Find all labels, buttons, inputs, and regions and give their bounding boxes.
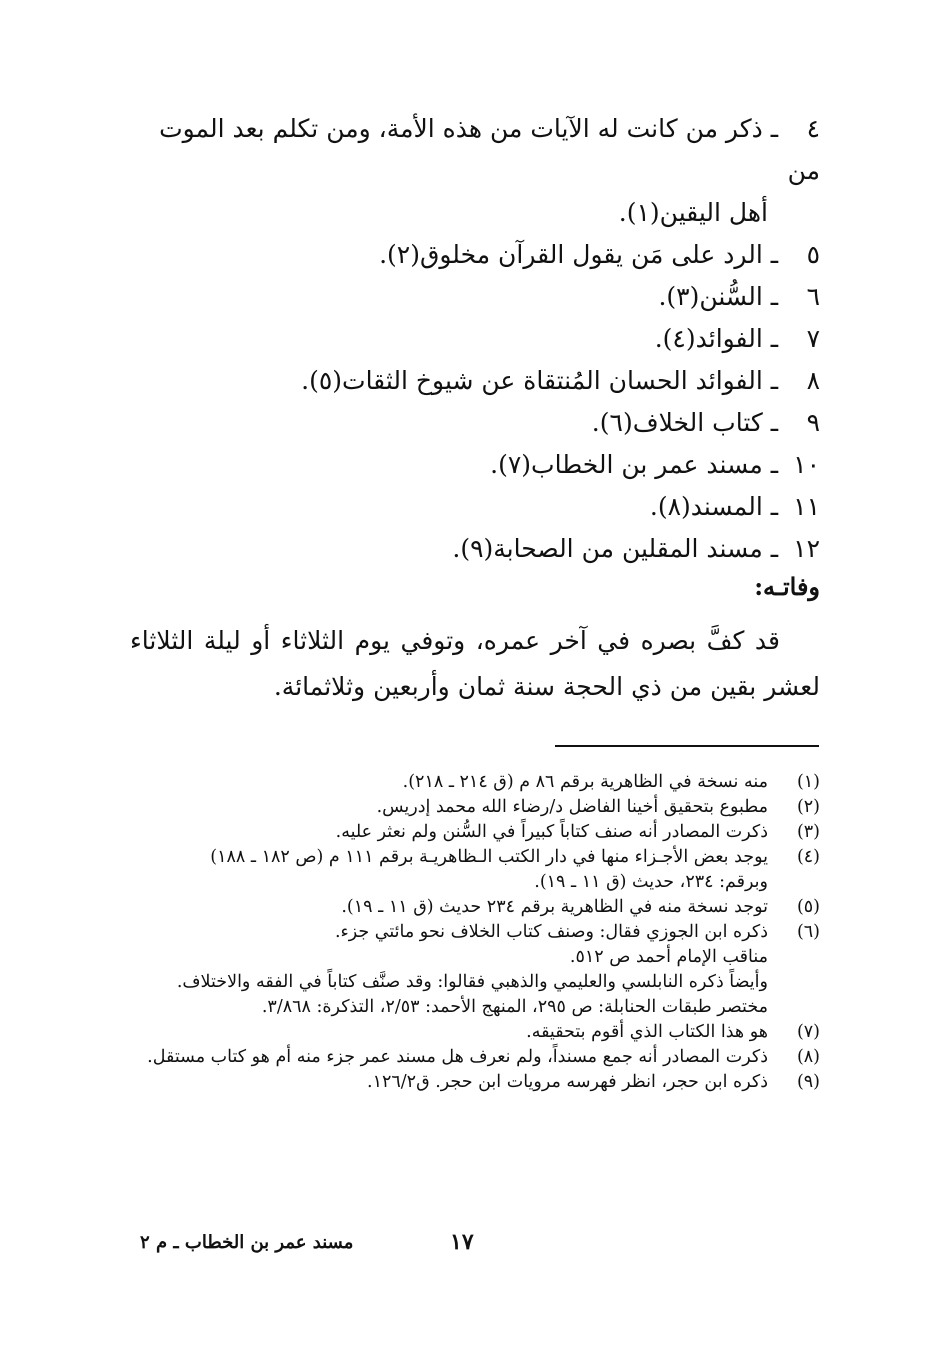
section-heading: وفاتـه: (754, 572, 820, 601)
running-title: مسند عمر بن الخطاب ـ م ٢ (140, 1232, 354, 1253)
footnote (120, 895, 820, 920)
footnotes (120, 770, 820, 1095)
footnote-divider (555, 745, 819, 747)
footnote (120, 1020, 820, 1045)
item-text: ـ كتاب الخلاف(٦). (591, 408, 779, 437)
item-number: ٨ (806, 366, 820, 395)
footnote-number: (١) (796, 772, 820, 792)
item-text: ـ مسند المقلين من الصحابة(٩). (452, 534, 779, 563)
item-number: ١٠ (793, 450, 820, 479)
footnote-continuation: مناقب الإمام أحمد ص ٥١٢. (569, 947, 768, 967)
footnote (120, 795, 820, 820)
item-text: ـ مسند عمر بن الخطاب(٧). (490, 450, 779, 479)
footnote-text: ذكره ابن الجوزي فقال: وصنف كتاب الخلاف نحو مائتي جزء. (334, 922, 768, 942)
footnote (120, 770, 820, 795)
paragraph-text: قد كفَّ بصره في آخر عمره، وتوفي يوم الثلاثاء أو ليلة الثلاثاء لعشر بقين من ذي الحجة سنة ثمان وأربعين وثلاثمائة. (130, 626, 820, 701)
footnote-number: (٣) (796, 822, 820, 842)
footnote-number: (٨) (796, 1047, 820, 1067)
footnote-number: (٦) (796, 922, 820, 942)
footnote (120, 845, 820, 895)
item-number: ٥ (806, 240, 820, 269)
list-item (130, 318, 820, 360)
footnote-number: (٩) (796, 1072, 820, 1092)
item-number: ١١ (793, 492, 820, 521)
list-item (130, 276, 820, 318)
item-continuation: أهل اليقين(١). (618, 198, 768, 227)
item-number: ٤ (806, 114, 820, 143)
footnote-number: (٢) (796, 797, 820, 817)
footnote-text: منه نسخة في الظاهرية برقم ٨٦ م (ق ٢١٤ ـ ٢١٨). (402, 772, 768, 792)
body-paragraph (130, 618, 820, 710)
footnote-text: هو هذا الكتاب الذي أقوم بتحقيقه. (526, 1022, 768, 1042)
item-text: ـ الرد على مَن يقول القرآن مخلوق(٢). (379, 240, 779, 269)
list-item (130, 444, 820, 486)
footnote-continuation: مختصر طبقات الحنابلة: ص ٢٩٥، المنهج الأحمد: ٢/٥٣، التذكرة: ٣/٨٦٨. (261, 997, 768, 1017)
item-text: ـ الفوائد(٤). (654, 324, 779, 353)
page-number: ١٧ (450, 1229, 474, 1255)
footnote-text: توجد نسخة منه في الظاهرية برقم ٢٣٤ حديث (ق ١١ ـ ١٩). (341, 897, 768, 917)
footnote-number: (٧) (796, 1022, 820, 1042)
item-number: ٦ (806, 282, 820, 311)
item-text: ـ السُّنن(٣). (658, 282, 779, 311)
footnote-text: مطبوع بتحقيق أخينا الفاضل د/رضاء الله محمد إدريس. (376, 797, 768, 817)
list-item (130, 234, 820, 276)
footnote-continuation: وأيضاً ذكره النابلسي والعليمي والذهبي فقالوا: وقد صنَّف كتاباً في الفقه والاختلاف. (176, 972, 768, 992)
works-list (130, 108, 820, 570)
footnote (120, 1070, 820, 1095)
item-text: ـ المسند(٨). (649, 492, 779, 521)
item-number: ٩ (806, 408, 820, 437)
footnote-number: (٥) (796, 897, 820, 917)
footnote (120, 920, 820, 1020)
list-item (130, 108, 820, 234)
footnote-text: ذكرت المصادر أنه صنف كتاباً كبيراً في السُّنن ولم نعثر عليه. (335, 822, 768, 842)
footnote-text: ذكرت المصادر أنه جمع مسنداً، ولم نعرف هل مسند عمر جزء منه أم هو كتاب مستقل. (147, 1047, 768, 1067)
footnote-continuation: وبرقم: ٢٣٤، حديث (ق ١١ ـ ١٩). (534, 872, 768, 892)
item-text: ـ ذكر من كانت له الآيات من هذه الأمة، ومن تكلم بعد الموت من (159, 114, 820, 185)
list-item (130, 402, 820, 444)
footnote-number: (٤) (796, 847, 820, 867)
item-number: ٧ (806, 324, 820, 353)
list-item (130, 486, 820, 528)
item-number: ١٢ (793, 534, 820, 563)
footnote-text: يوجد بعض الأجـزاء منها في دار الكتب الـظاهريـة برقم ١١١ م (ص ١٨٢ ـ ١٨٨) (210, 847, 768, 867)
footnote-text: ذكره ابن حجر، انظر فهرسه مرويات ابن حجر. ق١٢٦/٢. (366, 1072, 768, 1092)
list-item (130, 360, 820, 402)
list-item (130, 528, 820, 570)
footnote (120, 820, 820, 845)
footnote (120, 1045, 820, 1070)
item-text: ـ الفوائد الحسان المُنتقاة عن شيوخ الثقات(٥). (301, 366, 779, 395)
